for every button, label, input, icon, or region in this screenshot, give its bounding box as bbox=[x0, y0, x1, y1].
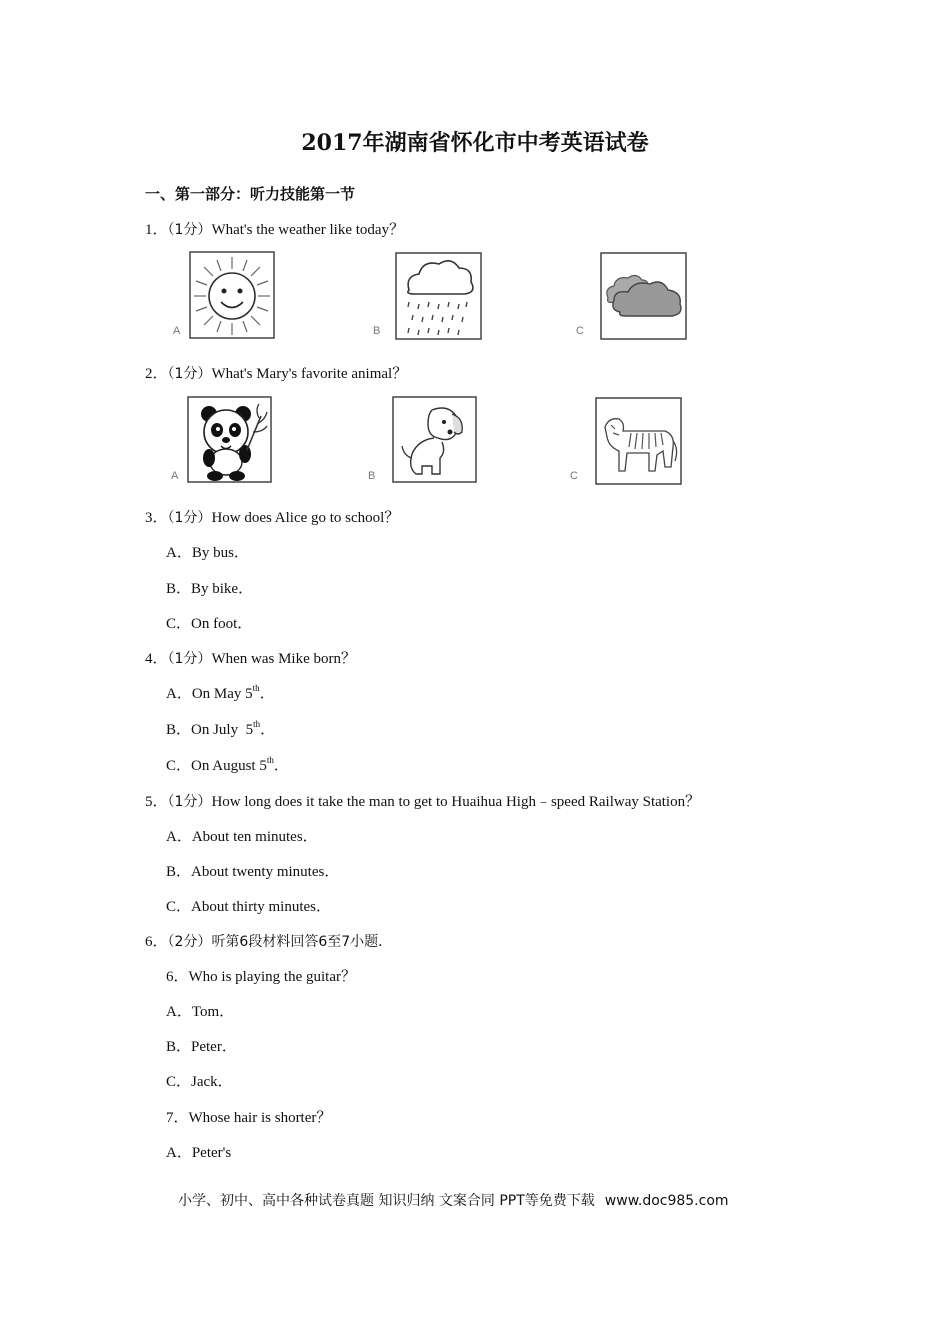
question-1: 1．（1分）What's the weather like today？ bbox=[145, 222, 405, 238]
sub-question-6: 6．Who is playing the guitar？ bbox=[166, 969, 356, 985]
tiger-icon bbox=[595, 397, 682, 485]
option-c: C．Jack． bbox=[166, 1074, 233, 1090]
option-b: B．By bike． bbox=[166, 581, 254, 597]
sub-question-7: 7．Whose hair is shorter？ bbox=[166, 1110, 332, 1126]
footer-text: 小学、初中、高中各种试卷真题 知识归纳 文案合同 PPT等免费下载 bbox=[178, 1193, 595, 1209]
footer bbox=[178, 1190, 729, 1210]
option-letter: C bbox=[576, 325, 584, 337]
option-c: C．On August 5th． bbox=[166, 755, 289, 774]
option-c: C．About thirty minutes． bbox=[166, 899, 332, 915]
option-letter: A bbox=[173, 325, 181, 337]
option-a: A．On May 5th． bbox=[166, 683, 275, 702]
question-2: 2．（1分）What's Mary's favorite animal？ bbox=[145, 366, 408, 382]
section-heading: 一、第一部分：听力技能第一节 bbox=[145, 185, 356, 203]
option-a: A．Peter's bbox=[166, 1145, 232, 1161]
question-6: 6．（2分）听第6段材料回答6至7小题． bbox=[145, 934, 393, 950]
dog-icon bbox=[392, 396, 477, 483]
question-4: 4．（1分）When was Mike born？ bbox=[145, 651, 356, 667]
rain-cloud-icon bbox=[395, 252, 482, 340]
option-a: A．About ten minutes． bbox=[166, 829, 318, 845]
page-title: 2017年湖南省怀化市中考英语试卷 bbox=[301, 130, 649, 156]
sun-icon bbox=[189, 251, 275, 339]
option-c: C．On foot． bbox=[166, 616, 253, 632]
option-letter: A bbox=[171, 470, 179, 482]
footer-link[interactable]: www.doc985.com bbox=[604, 1193, 729, 1209]
question-3: 3．（1分）How does Alice go to school？ bbox=[145, 510, 400, 526]
option-a: A．By bus． bbox=[166, 545, 249, 561]
option-b: B．Peter． bbox=[166, 1039, 237, 1055]
option-letter: C bbox=[570, 470, 578, 482]
option-a: A．Tom． bbox=[166, 1004, 235, 1020]
option-b: B．About twenty minutes． bbox=[166, 864, 340, 880]
cloudy-icon bbox=[600, 252, 687, 340]
option-letter: B bbox=[373, 325, 381, 337]
panda-icon bbox=[187, 396, 272, 483]
option-letter: B bbox=[368, 470, 376, 482]
option-b: B．On July 5th． bbox=[166, 719, 276, 738]
question-5: 5．（1分）How long does it take the man to get to Huaihua High﹣speed Railway Station？ bbox=[145, 794, 701, 810]
